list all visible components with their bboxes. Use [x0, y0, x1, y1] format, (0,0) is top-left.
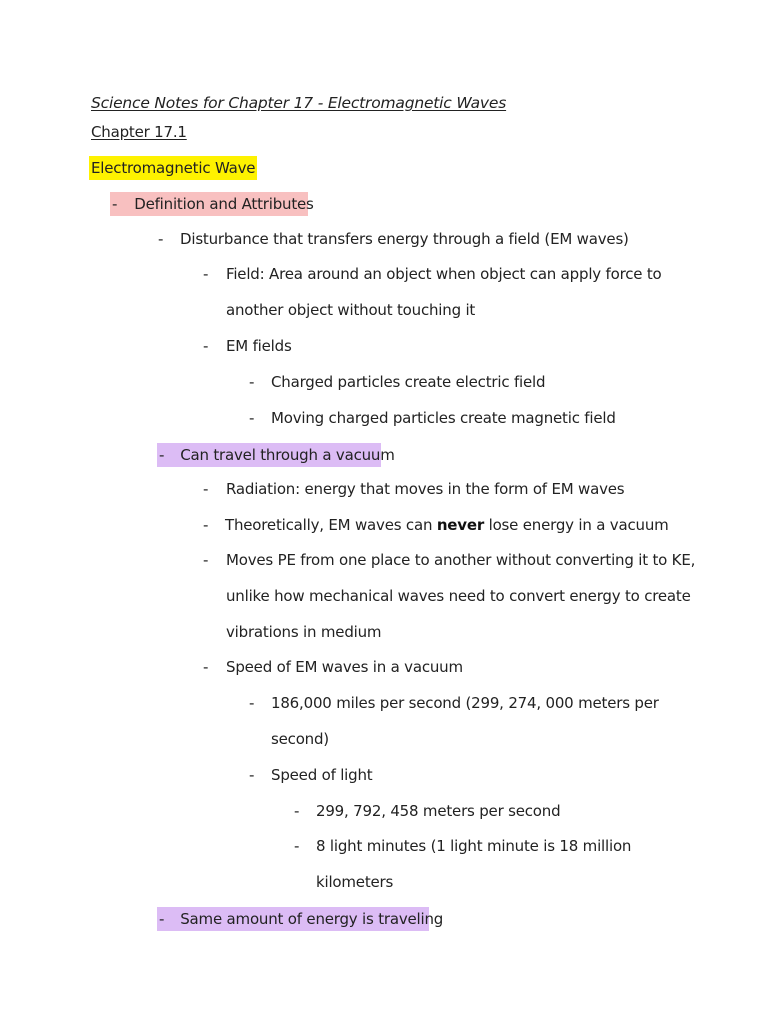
item-text: Radiation: energy that moves in the form of EM waves	[226, 480, 625, 498]
dash-bullet: -	[203, 480, 209, 498]
vacuum-highlight	[157, 443, 395, 467]
heading-highlight: Electromagnetic Wave	[89, 156, 257, 180]
dash-bullet: -	[249, 409, 255, 427]
same-amount-label: Same amount of energy is traveling	[180, 910, 444, 928]
dash-bullet: -	[294, 802, 300, 820]
item-text	[225, 515, 669, 535]
dash-bullet: -	[203, 265, 209, 283]
list-item-same-amount	[157, 907, 444, 931]
section-heading	[89, 156, 257, 180]
vacuum-label: Can travel through a vacuum	[180, 446, 395, 464]
dash-bullet: -	[203, 551, 209, 569]
list-item-continuation: vibrations in medium	[226, 623, 382, 641]
item-text: Moves PE from one place to another without converting it to KE,	[226, 551, 696, 569]
list-item-continuation: unlike how mechanical waves need to convert energy to create	[226, 587, 691, 605]
item-text: Speed of EM waves in a vacuum	[226, 658, 463, 676]
dash-bullet: -	[203, 337, 209, 355]
definition-highlight	[110, 192, 314, 216]
item-text: 299, 792, 458 meters per second	[316, 802, 561, 820]
chapter-label: Chapter 17.1	[91, 123, 187, 141]
item-text: Charged particles create electric field	[271, 373, 546, 391]
dash-bullet: -	[249, 373, 255, 391]
dash-bullet: -	[249, 694, 255, 712]
text-part: lose energy in a vacuum	[484, 516, 669, 534]
dash-bullet: -	[203, 516, 209, 534]
dash-bullet: -	[249, 766, 255, 784]
dash-bullet: -	[294, 837, 300, 855]
item-text: Field: Area around an object when object can apply force to	[226, 265, 662, 283]
item-text: 186,000 miles per second (299, 274, 000 meters per	[271, 694, 659, 712]
list-item-continuation: another object without touching it	[226, 301, 476, 319]
dash-bullet: -	[112, 195, 118, 213]
list-item-continuation: second)	[271, 730, 329, 748]
item-text: Disturbance that transfers energy through a field (EM waves)	[180, 230, 629, 248]
dash-bullet: -	[159, 910, 165, 928]
item-text: Speed of light	[271, 766, 373, 784]
item-text: Moving charged particles create magnetic field	[271, 409, 616, 427]
item-text: EM fields	[226, 337, 292, 355]
list-item-continuation: kilometers	[316, 873, 394, 891]
emphasis-never: never	[436, 516, 485, 534]
same-amount-highlight	[157, 907, 444, 931]
definition-label: Definition and Attributes	[134, 195, 314, 213]
item-text: 8 light minutes (1 light minute is 18 million	[316, 837, 632, 855]
text-part: Theoretically, EM waves can	[225, 516, 437, 534]
dash-bullet: -	[203, 658, 209, 676]
dash-bullet: -	[158, 230, 164, 248]
page-title: Science Notes for Chapter 17 - Electromagnetic Waves	[91, 94, 507, 112]
list-item-definition	[110, 192, 314, 216]
dash-bullet: -	[159, 446, 165, 464]
list-item-vacuum	[157, 443, 395, 467]
